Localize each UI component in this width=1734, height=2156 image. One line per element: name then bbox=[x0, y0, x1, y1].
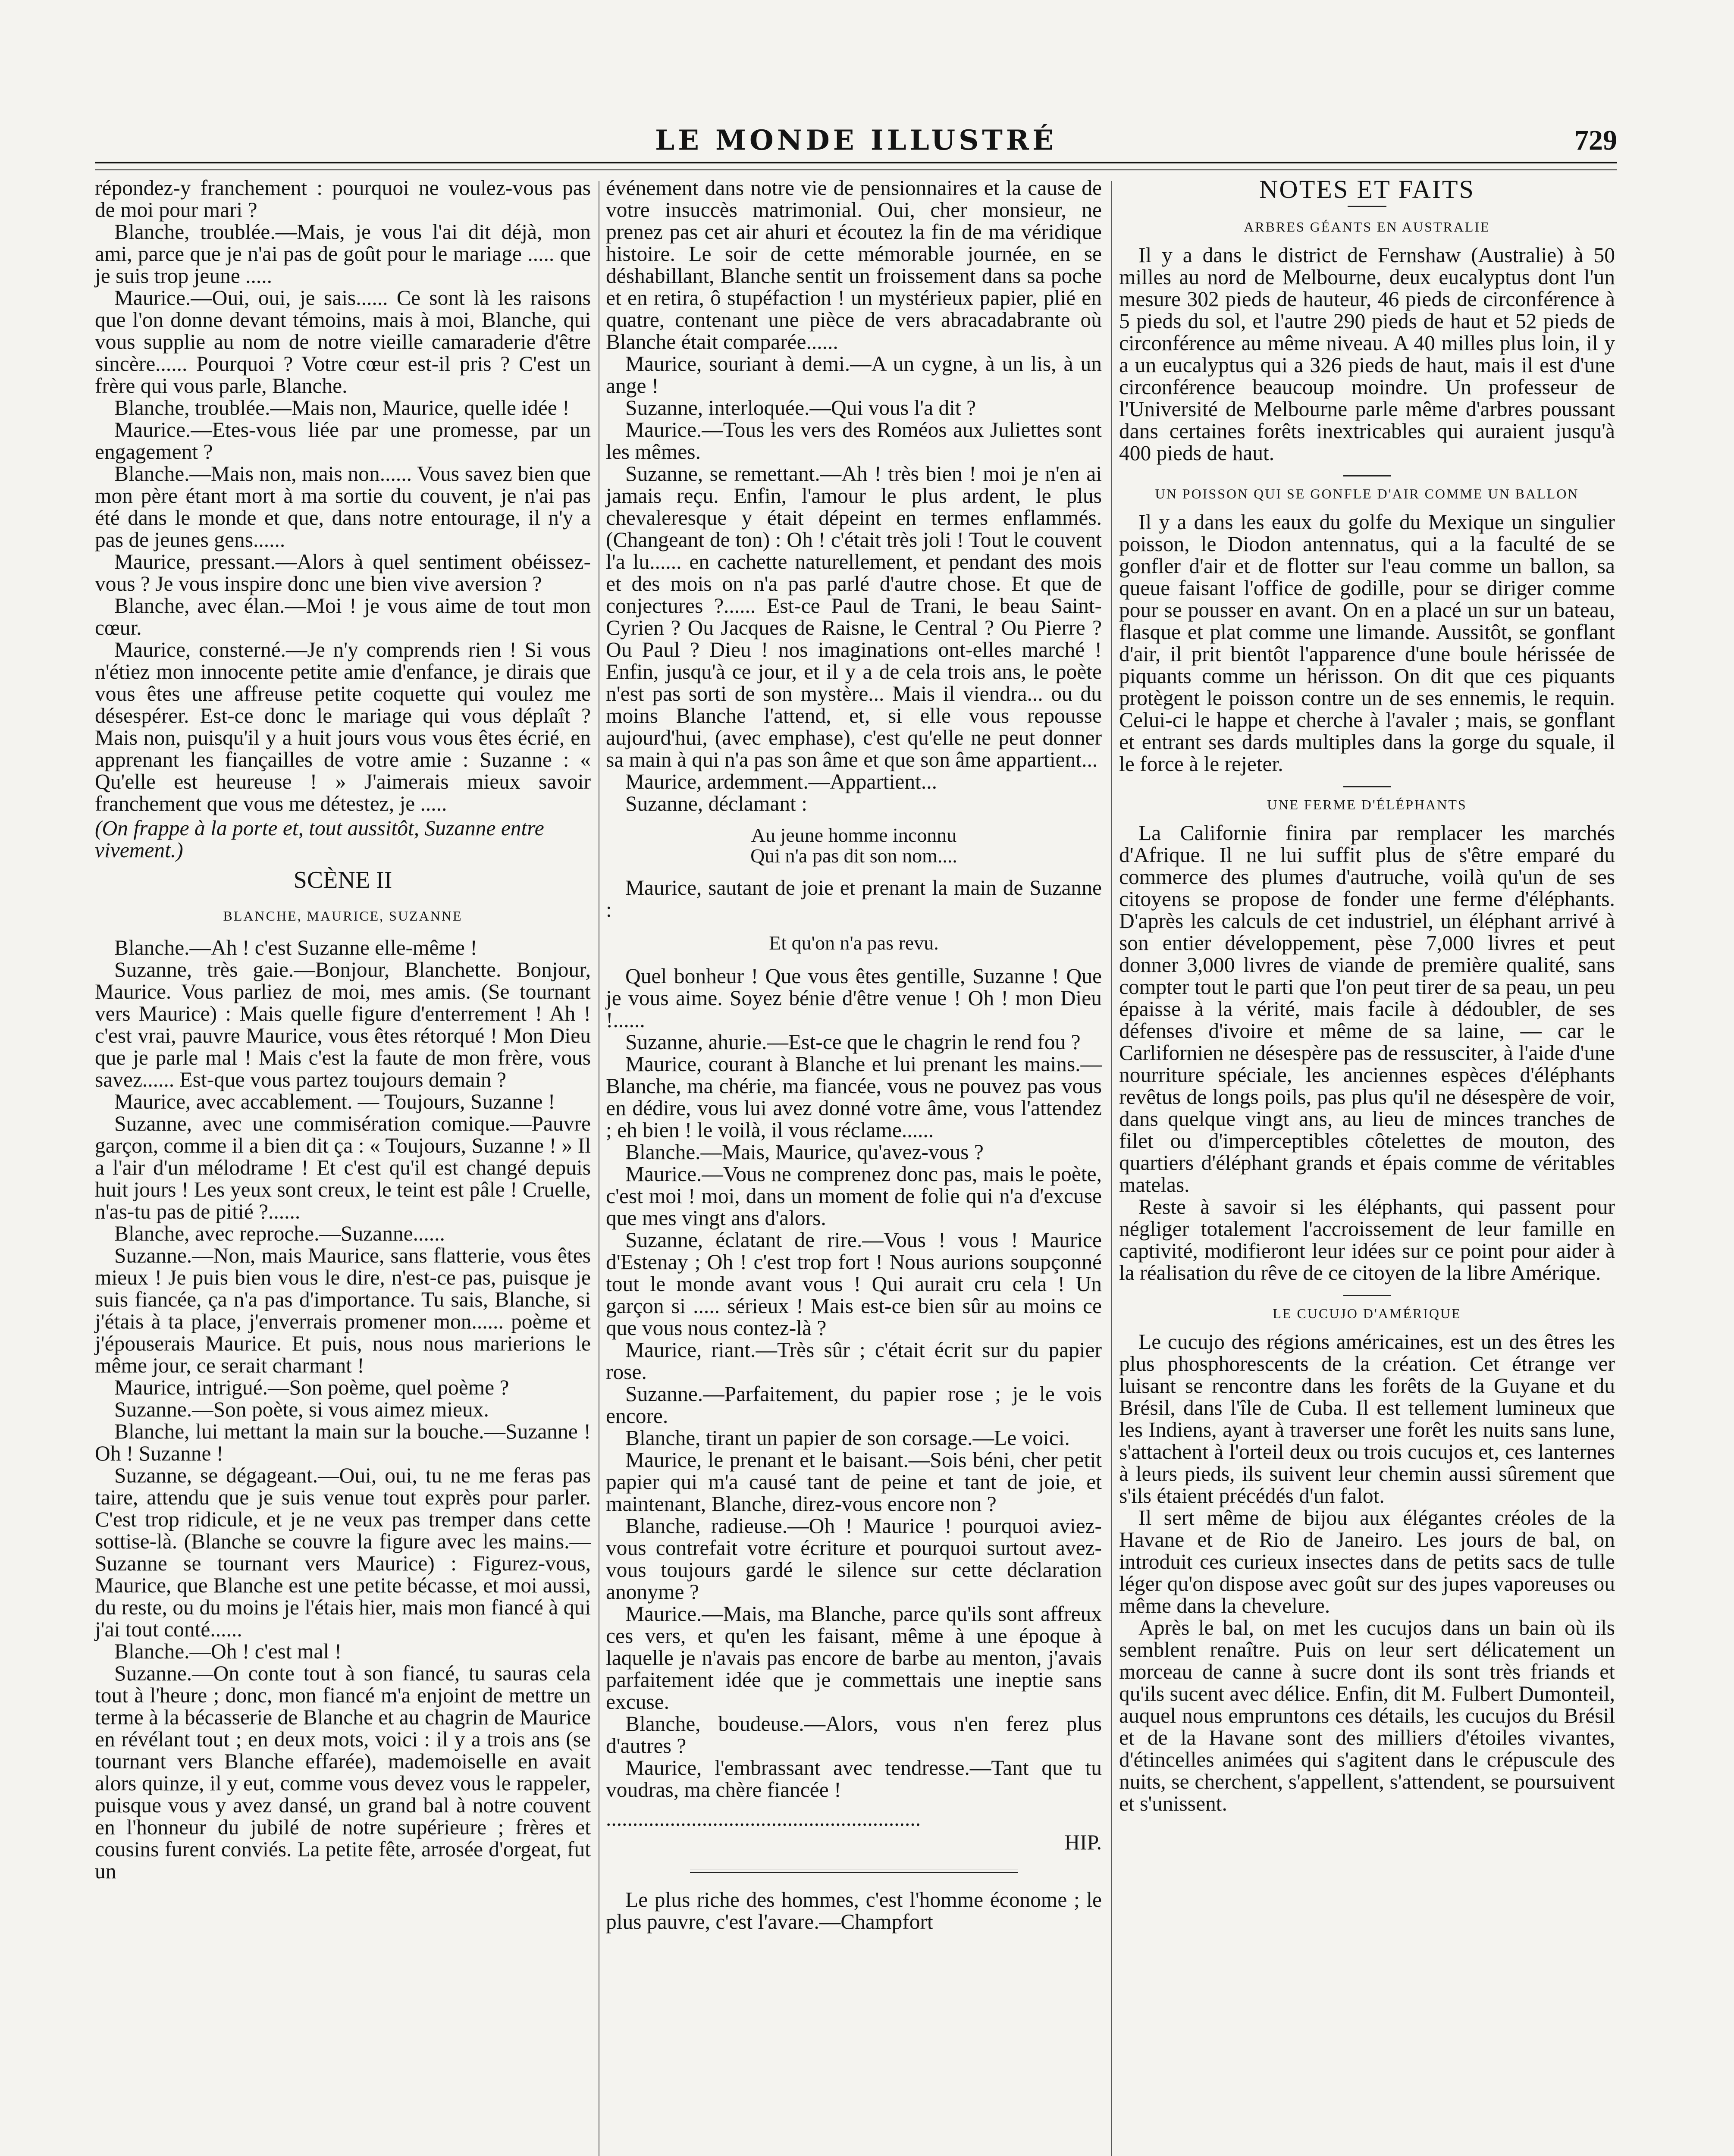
paragraph: Blanche, lui mettant la main sur la bouche.—Suzanne ! Oh ! Suzanne ! bbox=[95, 1420, 591, 1465]
paragraph: Maurice, consterné.—Je n'y comprends rien ! Si vous n'étiez mon innocente petite amie d'enfance, je dirais que vous êtes une affreuse petite coquette qui voulez me désespérer. Est-ce donc le mariage qui vous déplaît ? Mais non, puisqu'il y a huit jours vous vous êtes écrié, en apprenant les fiançailles de votre amie : Suzanne : « Qu'elle est heureuse ! » J'aimerais mieux savoir franchement que vous me détestez, je ..... bbox=[95, 638, 591, 815]
paragraph: Maurice, avec accablement. — Toujours, Suzanne ! bbox=[114, 1090, 555, 1113]
paragraph: Suzanne, se remettant.—Ah ! très bien ! moi je n'en ai jamais reçu. Enfin, l'amour le plus ardent, le plus chevaleresque y était dépeint en termes enflammés. (Changeant de ton) : Oh ! c'était très joli ! Tout le couvent l'a lu...... en cachette naturellement, et pendant des mois et des mois on n'a pas parlé d'autre chose. Et que de conjectures ?...... Est-ce Paul de Trani, le beau Saint-Cyrien ? Ou Jacques de Raisne, le Central ? Ou Pierre ? Ou Paul ? Dieu ! nos imaginations ont-elles marché ! Enfin, jusqu'à ce jour, et il y a de cela trois ans, le poète n'est pas sorti de son mystère... Mais il viendra... ou du moins Blanche l'attend, et, si elle vous repousse aujourd'hui, (avec emphase), c'est qu'elle ne peut donner sa main à qui n'a pas son âme et que son âme appartient... bbox=[606, 462, 1102, 771]
quote-paragraph: Le plus riche des hommes, c'est l'homme économe ; le plus pauvre, c'est l'avare.—Champfort bbox=[606, 1888, 1102, 1934]
column-3 bbox=[1119, 177, 1615, 1814]
paragraph: Maurice, souriant à demi.—A un cygne, à un lis, à un ange ! bbox=[606, 352, 1102, 398]
paragraph: Maurice, intrigué.—Son poème, quel poème ? bbox=[114, 1376, 509, 1399]
paragraph: Maurice, ardemment.—Appartient... bbox=[625, 770, 937, 793]
paragraph: Maurice.—Etes-vous liée par une promesse, par un engagement ? bbox=[95, 418, 591, 464]
paragraph: Après le bal, on met les cucujos dans un bain où ils semblent renaître. Puis on leur sert délicatement un morceau de canne à sucre dont ils sont très friands et qu'ils sucent avec délice. Enfin, dit M. Fulbert Dumonteil, auquel nous empruntons ces détails, les cucujos du Brésil et de la Havane sont des milliers d'étoiles vivantes, d'étincelles animées qui s'agitent dans le crépuscule des nuits, se cherchent, s'appellent, s'attendent, se poursuivent et s'unissent. bbox=[1119, 1616, 1615, 1815]
separator-rule bbox=[1343, 786, 1391, 787]
column-divider bbox=[1111, 181, 1112, 2156]
paragraph: Suzanne, ahurie.—Est-ce que le chagrin le rend fou ? bbox=[625, 1030, 1081, 1054]
article-heading: UN POISSON QUI SE GONFLE D'AIR COMME UN BALLON bbox=[1155, 486, 1579, 501]
paragraph: Il y a dans le district de Fernshaw (Australie) à 50 milles au nord de Melbourne, deux eucalyptus dont l'un mesure 302 pieds de hauteur, 46 pieds de circonférence à 5 pieds du sol, et l'autre 290 pieds de haut et 52 pieds de circonférence au même niveau. A 40 milles plus loin, il y a un eucalyptus qui a 326 pieds de haut, mais il est d'une circonférence beaucoup moindre. Un professeur de l'Université de Melbourne parle même d'arbres poussant dans certaines forêts inextricables qui auraient jusqu'à 400 pieds de haut. bbox=[1119, 243, 1615, 465]
ellipsis-line bbox=[606, 1808, 1102, 1830]
paragraph: Blanche, avec reproche.—Suzanne...... bbox=[114, 1222, 445, 1245]
paragraph: Blanche.—Mais, Maurice, qu'avez-vous ? bbox=[625, 1140, 984, 1164]
header-rule bbox=[95, 162, 1617, 170]
paragraph: Maurice, l'embrassant avec tendresse.—Tant que tu voudras, ma chère fiancée ! bbox=[606, 1756, 1102, 1802]
paragraph: Maurice, le prenant et le baisant.—Sois béni, cher petit papier qui m'a causé tant de peine et tant de joie, et maintenant, Blanche, direz-vous encore non ? bbox=[606, 1448, 1102, 1516]
paragraph: événement dans notre vie de pensionnaires et la cause de votre insuccès matrimonial. Oui, cher monsieur, ne prenez pas cet air ahuri et écoutez la fin de ma véridique histoire. Le soir de cette mémorable journée, en se déshabillant, Blanche sentit un froissement dans sa poche et en retira, ô stupéfaction ! un mystérieux papier, plié en quatre, contenant une pièce de vers abracadabrante où Blanche était comparée...... bbox=[606, 176, 1102, 354]
paragraph: Maurice, courant à Blanche et lui prenant les mains.—Blanche, ma chérie, ma fiancée, vous ne pouvez pas vous en dédire, vous lui avez donné votre âme, vous l'attendez ; eh bien ! le voilà, il vous réclame...... bbox=[606, 1052, 1102, 1142]
paragraph: Suzanne.—On conte tout à son fiancé, tu sauras cela tout à l'heure ; donc, mon fiancé m'a enjoint de mettre un terme à la bécasserie de Blanche et au chagrin de Maurice en révélant tout ; en deux mots, voici : il y a trois ans (se tournant vers Blanche effarée), mademoiselle en avait alors quinze, il y eut, comme vous devez vous le rappeler, puisque vous y avez dansé, un grand bal à notre couvent en l'honneur du jubilé de notre supérieure ; frères et cousins furent conviés. La petite fête, arrosée d'orgeat, fut un bbox=[95, 1661, 591, 1883]
paragraph: Quel bonheur ! Que vous êtes gentille, Suzanne ! Que je vous aime. Soyez bénie d'être venue ! Oh ! mon Dieu !...... bbox=[606, 964, 1102, 1032]
paragraph: Maurice.—Oui, oui, je sais...... Ce sont là les raisons que l'on donne devant témoins, mais à moi, Blanche, qui vous supplie au nom de notre vieille camaraderie d'être sincère...... Pourquoi ? Votre cœur est-il pris ? C'est un frère qui vous parle, Blanche. bbox=[95, 286, 591, 398]
paragraph: Blanche.—Ah ! c'est Suzanne elle-même ! bbox=[114, 936, 477, 959]
journal-title: LE MONDE ILLUSTRÉ bbox=[655, 124, 1057, 157]
page-number: 729 bbox=[1574, 125, 1617, 156]
paragraph: Maurice, pressant.—Alors à quel sentiment obéissez-vous ? Je vous inspire donc une bien vive aversion ? bbox=[95, 550, 591, 595]
dots: ........................................................... bbox=[606, 1808, 921, 1830]
paragraph: Suzanne, se dégageant.—Oui, oui, tu ne me feras pas taire, attendu que je suis venue tout exprès pour parler. C'est trop ridicule, et je ne veux pas tremper dans cette sottise-là. (Blanche se couvre la figure avec les mains.—Suzanne se tournant vers Maurice) : Figurez-vous, Maurice, que Blanche est une petite bécasse, et moi aussi, du reste, ou du moins je l'étais hier, mais mon fiancé à qui j'ai tout conté...... bbox=[95, 1463, 591, 1641]
separator-rule bbox=[1343, 1295, 1391, 1296]
paragraph: Maurice.—Vous ne comprenez donc pas, mais le poète, c'est moi ! moi, dans un moment de folie qui n'a d'excuse que mes vingt ans d'alors. bbox=[606, 1162, 1102, 1230]
paragraph: Il y a dans les eaux du golfe du Mexique un singulier poisson, le Diodon antennatus, qui a la faculté de se gonfler d'air et de flotter sur l'eau comme un ballon, sa queue faisant l'office de godille, pour se diriger comme pour se pousser en avant. On en a placé un sur un bateau, flasque et plat comme une limande. Aussitôt, se gonflant d'air, il prit bientôt l'apparence d'une boule hérissée de piquants comme un hérisson. On dit que ces piquants protègent le poisson contre un de ses ennemis, le requin. Celui-ci le happe et cherche à l'avaler ; mais, se gonflant et entrant ses dards multiples dans la gorge du squale, il le force à le rejeter. bbox=[1119, 510, 1615, 776]
scene-heading: SCÈNE II bbox=[293, 867, 392, 893]
paragraph: Suzanne.—Non, mais Maurice, sans flatterie, vous êtes mieux ! Je puis bien vous le dire, n'est-ce pas, puisque je suis fiancée, ça n'a pas d'importance. Tu sais, Blanche, si j'étais à ta place, j'enverrais promener mon...... poème et j'épouserais Maurice. Et puis, nous nous marierions le même jour, ce serait charmant ! bbox=[95, 1244, 591, 1377]
paragraph: répondez-y franchement : pourquoi ne voulez-vous pas de moi pour mari ? bbox=[95, 176, 591, 222]
paragraph: Blanche, troublée.—Mais, je vous l'ai dit déjà, mon ami, parce que je n'ai pas de goût pour le mariage ..... que je suis trop jeune ..... bbox=[95, 220, 591, 288]
paragraph: Blanche, radieuse.—Oh ! Maurice ! pourquoi aviez-vous contrefait votre écriture et pourquoi surtout avez-vous toujours gardé le silence sur cette déclaration anonyme ? bbox=[606, 1514, 1102, 1604]
author-signature: HIP. bbox=[1064, 1830, 1102, 1854]
paragraph: Suzanne, déclamant : bbox=[625, 792, 807, 815]
verse-line: Qui n'a pas dit son nom.... bbox=[750, 845, 957, 867]
paragraph: Suzanne.—Son poète, si vous aimez mieux. bbox=[114, 1398, 489, 1421]
paragraph: Suzanne, éclatant de rire.—Vous ! vous ! Maurice d'Estenay ; Oh ! c'est trop fort ! Nous aurions soupçonné tout le monde avant vous ! Qui aurait cru cela ! Un garçon si ..... sérieux ! Mais est-ce bien sûr au moins ce que vous nous contez-là ? bbox=[606, 1228, 1102, 1340]
column-2 bbox=[606, 177, 1102, 1933]
paragraph: Blanche, boudeuse.—Alors, vous n'en ferez plus d'autres ? bbox=[606, 1712, 1102, 1758]
paragraph: Blanche, troublée.—Mais non, Maurice, quelle idée ! bbox=[114, 396, 570, 420]
paragraph: Suzanne, très gaie.—Bonjour, Blanchette. Bonjour, Maurice. Vous parliez de moi, mes amis. (Se tournant vers Maurice) : Mais quelle figure d'enterrement ! Ah ! c'est vrai, pauvre Maurice, vous êtes rétorqué ! Mon Dieu que je parle mal ! Mais c'est la faute de mon frère, vous savez...... Est-que vous partez toujours demain ? bbox=[95, 958, 591, 1091]
article-heading: ARBRES GÉANTS EN AUSTRALIE bbox=[1244, 219, 1490, 235]
page-header bbox=[95, 120, 1617, 163]
verse-line: Au jeune homme inconnu bbox=[751, 824, 957, 846]
paragraph: Blanche.—Oh ! c'est mal ! bbox=[114, 1639, 342, 1663]
article-heading: LE CUCUJO D'AMÉRIQUE bbox=[1273, 1306, 1461, 1321]
verse-quote bbox=[606, 825, 1102, 866]
separator-rule bbox=[690, 1869, 1018, 1873]
paragraph: Suzanne, avec une commisération comique.—Pauvre garçon, comme il a bien dit ça : « Toujours, Suzanne ! » Il a l'air d'un mélodrame ! Et c'est qu'il est changé depuis huit jours ! Les yeux sont creux, le teint est pâle ! Cruelle, n'as-tu pas de pitié ?...... bbox=[95, 1112, 591, 1223]
paragraph: Maurice, sautant de joie et prenant la main de Suzanne : bbox=[606, 876, 1102, 921]
article-heading: UNE FERME D'ÉLÉPHANTS bbox=[1267, 797, 1467, 812]
paragraph: Maurice.—Mais, ma Blanche, parce qu'ils sont affreux ces vers, et qu'en les faisant, même à une époque à laquelle je n'avais pas encore de barbe au menton, j'avais parfaitement idée que je commettais une ineptie sans excuse. bbox=[606, 1602, 1102, 1714]
paragraph: Suzanne.—Parfaitement, du papier rose ; je le vois encore. bbox=[606, 1382, 1102, 1428]
paragraph: Blanche, tirant un papier de son corsage.—Le voici. bbox=[625, 1426, 1070, 1450]
verse-line: Et qu'on n'a pas revu. bbox=[769, 932, 939, 954]
separator-rule bbox=[1343, 475, 1391, 476]
paragraph: Maurice.—Tous les vers des Roméos aux Juliettes sont les mêmes. bbox=[606, 418, 1102, 464]
paragraph: Il sert même de bijou aux élégantes créoles de la Havane et de Rio de Janeiro. Les jours de bal, on introduit ces curieux insectes dans de petits sacs de tulle léger qu'on dispose avec goût sur des jupes vaporeuses ou même dans la chevelure. bbox=[1119, 1506, 1615, 1617]
paragraph: Maurice, riant.—Très sûr ; c'était écrit sur du papier rose. bbox=[606, 1338, 1102, 1384]
paragraph: Suzanne, interloquée.—Qui vous l'a dit ? bbox=[625, 396, 976, 420]
scene-characters: BLANCHE, MAURICE, SUZANNE bbox=[223, 908, 463, 924]
paragraph: Blanche.—Mais non, mais non...... Vous savez bien que mon père étant mort à ma sortie du couvent, je n'ai pas été dans le monde et que, dans notre entourage, il n'y a pas de jeunes gens...... bbox=[95, 462, 591, 552]
paragraph: Le cucujo des régions américaines, est un des êtres les plus phosphorescents de la création. Cet étrange ver luisant se rencontre dans les forêts de la Guyane et du Brésil, dans l'île de Cuba. Il est tellement lumineux que les Indiens, ayant à traverser une forêt les nuits sans lune, s'attachent à l'orteil deux ou trois cucujos et, ces lanternes à leurs pieds, ils suivent leur chemin aussi sûrement que s'ils étaient précédés d'un falot. bbox=[1119, 1330, 1615, 1507]
paragraph: Blanche, avec élan.—Moi ! je vous aime de tout mon cœur. bbox=[95, 594, 591, 639]
paragraph: La Californie finira par remplacer les marchés d'Afrique. Il ne lui suffit plus de s'être emparé du commerce des plumes d'autruche, voilà qu'un de ses citoyens se propose de fonder une ferme d'éléphants. D'après les calculs de cet industriel, un éléphant arrivé à son entier développement, pèse 7,000 livres et peut donner 3,000 livres de viande de première qualité, sans compter tout le parti que l'on peut tirer de sa peau, un peu épaisse à la vérité, mais facile à dédoubler, de ses défenses d'ivoire et même de sa laine, — car le Carlifornien ne désespère pas de ressusciter, à l'aide d'une nourriture spéciale, les anciennes espèces d'éléphants revêtus de longs poils, pas plus qu'il ne désespère de voir, dans quelque vingt ans, au lieu de minces tranches de filet ou d'imperceptibles côtelettes de mouton, des quartiers d'éléphant grands et épais comme de véritables matelas. bbox=[1119, 821, 1615, 1197]
column-1 bbox=[95, 177, 591, 1882]
stage-direction: (On frappe à la porte et, tout aussitôt, Suzanne entre vivement.) bbox=[95, 816, 544, 862]
section-title: NOTES ET FAITS bbox=[1119, 179, 1615, 207]
paragraph: Reste à savoir si les éléphants, qui passent pour négliger totalement l'accroissement de leur famille en captivité, modifieront leur idées sur ce point pour aider à la réalisation du rêve de ce citoyen de la libre Amérique. bbox=[1119, 1195, 1615, 1285]
